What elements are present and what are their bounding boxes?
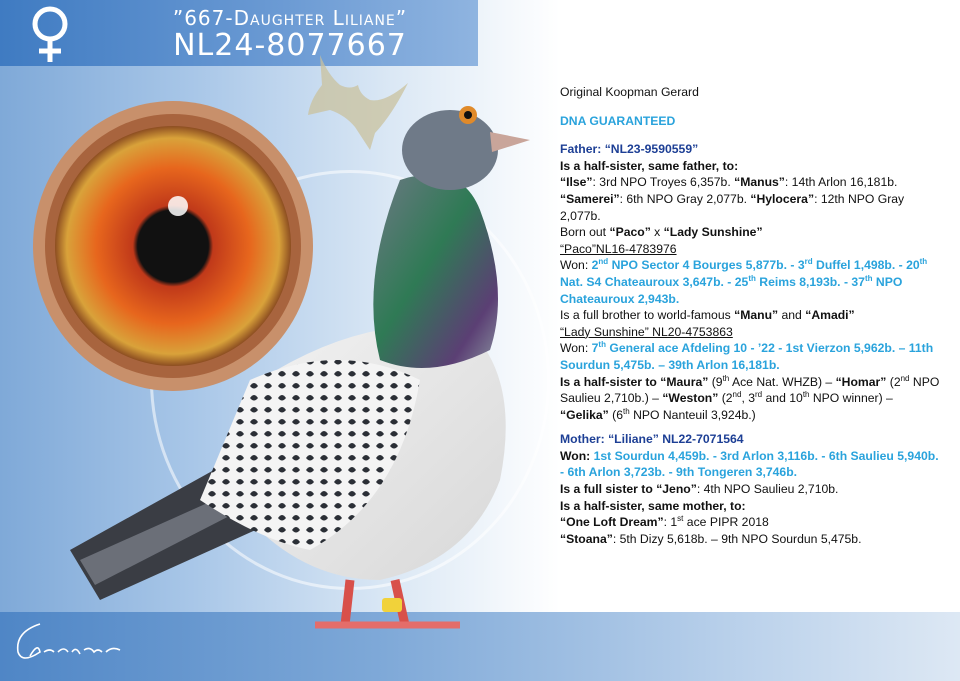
father-line-2: “Samerei”: 6th NPO Gray 2,077b. “Hylocera”: 12th NPO Gray 2,077b.	[560, 191, 905, 223]
mother-full-sister-line: Is a full sister to “Jeno”: 4th NPO Saulieu 2,710b.	[560, 482, 839, 497]
father-half-sister-line: Is a half-sister, same father, to:	[560, 158, 739, 173]
origin-line: Original Koopman Gerard	[560, 85, 699, 99]
paco-results: Won: 2nd NPO Sector 4 Bourges 5,877b. - 3rd Duffel 1,498b. - 20th Nat. S4 Chateauroux 3,647b. - 25th Reims 8,193b. - 37th NPO Chateauroux 2,943b.	[560, 257, 928, 306]
pedigree-text	[560, 84, 940, 547]
mother-results: Won: 1st Sourdun 4,459b. - 3rd Arlon 3,116b. - 6th Saulieu 5,940b. - 6th Arlon 3,723b. - 9th Tongeren 3,746b.	[560, 448, 939, 480]
mother-half-sister-line: Is a half-sister, same mother, to:	[560, 498, 746, 513]
paco-ring: “Paco”NL16-4783976	[560, 241, 677, 256]
born-out-line: Born out “Paco” x “Lady Sunshine”	[560, 225, 763, 240]
pigeon-eye-image	[28, 96, 318, 396]
ring-number: NL24-8077667	[173, 28, 407, 63]
mother-heading: Mother: “Liliane” NL22-7071564	[560, 432, 744, 447]
mother-line-2: “Stoana”: 5th Dizy 5,618b. – 9th NPO Sourdun 5,475b.	[560, 531, 862, 546]
maura-line: Is a half-sister to “Maura” (9th Ace Nat. WHZB) – “Homar” (2nd NPO Saulieu 2,710b.) – “Weston” (2nd, 3rd and 10th NPO winner) – “Gelika” (6th NPO Nanteuil 3,924b.)	[560, 373, 940, 422]
father-heading: Father: “NL23-9590559”	[560, 142, 699, 157]
full-brother-line: Is a full brother to world-famous “Manu” and “Amadi”	[560, 308, 855, 323]
father-line-1: “Ilse”: 3rd NPO Troyes 6,357b. “Manus”: 14th Arlon 16,181b.	[560, 175, 898, 190]
koopman-signature-logo	[10, 612, 130, 672]
pigeon-name: ”667-Daughter Liliane”	[172, 6, 408, 30]
lady-sunshine-results: Won: 7th General ace Afdeling 10 - ’22 - 1st Vierzon 5,962b. – 11th Sourdun 5,475b. – 39th Arlon 16,181b.	[560, 340, 934, 372]
lady-sunshine-ring: “Lady Sunshine” NL20-4753863	[560, 324, 733, 339]
dna-guaranteed: DNA GUARANTEED	[560, 113, 676, 128]
mother-line-1: “One Loft Dream”: 1st ace PIPR 2018	[560, 514, 769, 530]
female-symbol-icon	[22, 4, 78, 64]
